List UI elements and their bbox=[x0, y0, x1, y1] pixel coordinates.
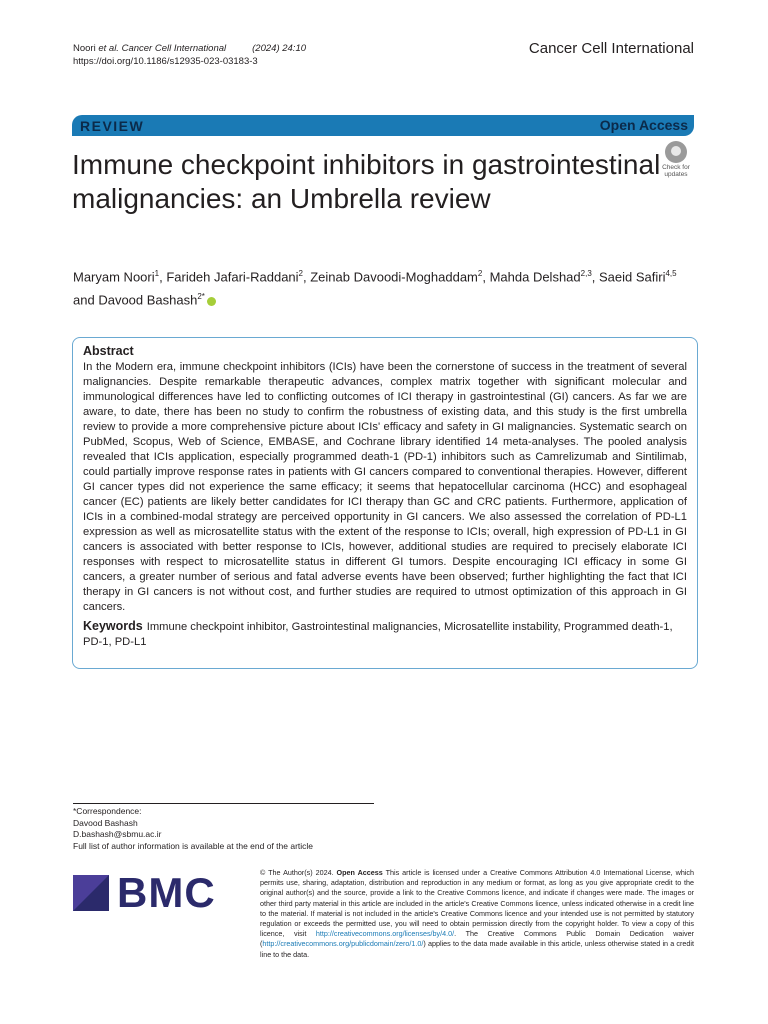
author-affiliation: 2,3 bbox=[580, 269, 592, 278]
license-part-2: . The Creative Commons Public Domain Dedication waiver ( bbox=[260, 929, 694, 949]
badge-line-2: updates bbox=[664, 171, 688, 178]
journal-name: Cancer Cell International bbox=[528, 40, 694, 57]
citation-prefix: Noori bbox=[73, 43, 99, 54]
license-link-cc-by[interactable]: http://creativecommons.org/licenses/by/4.0/ bbox=[315, 929, 455, 939]
author-info-note: Full list of author information is available at the end of the article bbox=[73, 840, 314, 851]
badge-line-1: Check for bbox=[662, 164, 690, 171]
article-type-label: REVIEW bbox=[80, 118, 145, 134]
bmc-logo-text: BMC bbox=[117, 869, 216, 916]
orcid-icon[interactable] bbox=[207, 297, 216, 306]
check-for-updates-text bbox=[656, 164, 696, 178]
article-type-banner bbox=[72, 115, 694, 136]
author-list: Maryam Noori$^1$, Farideh Jafari-Raddani$^2$, Zeinab Davoodi-Moghaddam$^2$, Mahda Delshad$^{2,3}$, Saeid Safiri$^{4,5}$ and Davood Bashash$^{2*}$ bbox=[73, 269, 677, 308]
citation-year: (2024) 24:10 bbox=[252, 43, 307, 54]
author-affiliation: 1 bbox=[154, 269, 160, 278]
license-link-cc-zero[interactable]: http://creativecommons.org/publicdomain/zero/1.0/ bbox=[262, 939, 424, 949]
correspondence-label: *Correspondence: bbox=[73, 806, 142, 816]
correspondence-email[interactable]: D.bashash@sbmu.ac.ir bbox=[73, 829, 162, 839]
article-title: Immune checkpoint inhibitors in gastrointestinal malignancies: an Umbrella review bbox=[72, 149, 661, 214]
author-name: Davood Bashash bbox=[98, 292, 198, 308]
bmc-logo-mark bbox=[73, 875, 109, 911]
license-open-access: Open Access bbox=[336, 868, 383, 877]
correspondence-footnote bbox=[73, 806, 313, 852]
check-for-updates-icon bbox=[665, 141, 687, 163]
author-name: Zeinab Davoodi-Moghaddam bbox=[310, 269, 478, 285]
license-lead: © The Author(s) 2024. bbox=[260, 868, 337, 877]
correspondence-name: Davood Bashash bbox=[73, 817, 138, 828]
license-part-1: This article is licensed under a Creative Commons Attribution 4.0 International License, which permits use, sharing, adaptation, distribution and reproduction in any medium or format, as long as you give appropriate credit to the original author(s) and the source, provide a link to the Creative Commons licence, and indicate if changes were made. The images or other third party material in this article are included in the article's Creative Commons licence, unless indicated otherwise in a credit line to the material. If material is not included in the article's Creative Commons licence and your intended use is not permitted by statutory regulation or exceeds the permitted use, you will need to obtain permission directly from the copyright holder. To view a copy of this licence, visit bbox=[260, 868, 695, 939]
keywords-text: Immune checkpoint inhibitor, Gastrointestinal malignancies, Microsatellite instability, Programmed death-1, PD-1, PD-L1 bbox=[83, 621, 673, 648]
running-header-left bbox=[73, 42, 306, 68]
author-name: Mahda Delshad bbox=[489, 269, 581, 285]
footnote-divider bbox=[73, 803, 374, 804]
abstract-heading: Abstract bbox=[83, 344, 134, 358]
check-for-updates-badge[interactable] bbox=[656, 141, 696, 181]
citation-etal: et al. Cancer Cell International bbox=[98, 43, 227, 54]
open-access-label: Open Access bbox=[599, 117, 688, 133]
bmc-logo bbox=[73, 871, 218, 915]
author-name: Farideh Jafari-Raddani bbox=[166, 269, 299, 285]
author-name: Saeid Safiri bbox=[599, 269, 666, 285]
author-affiliation: 2 bbox=[477, 269, 483, 278]
citation-line bbox=[73, 42, 306, 55]
author-name: Maryam Noori bbox=[73, 269, 155, 285]
author-affiliation: 4,5 bbox=[665, 269, 677, 278]
license-part-3: ) applies to the data made available in this article, unless otherwise stated in a credit line to the data. bbox=[260, 939, 694, 959]
author-affiliation: 2* bbox=[197, 292, 205, 302]
abstract-box bbox=[72, 337, 698, 669]
keywords bbox=[83, 619, 687, 650]
authors-and: and bbox=[73, 292, 95, 308]
author-affiliation: 2 bbox=[298, 269, 303, 278]
license-statement bbox=[260, 868, 694, 960]
doi-link[interactable]: https://doi.org/10.1186/s12935-023-03183-3 bbox=[73, 56, 258, 67]
keywords-label: Keywords bbox=[83, 619, 143, 633]
abstract-text: In the Modern era, immune checkpoint inhibitors (ICIs) have been the cornerstone of success in the treatment of several malignancies. Despite remarkable therapeutic advances, complex matrix together with significant molecular and immunological differences have led to conflicting outcomes of ICI therapy in gastrointestinal (GI) cancers. As far we are aware, to date, there has been no study to confirm the robustness of existing data, and this study is the first umbrella review to provide a more comprehensive picture about ICIs' efficacy and safety in GI malignancies. Systematic search on PubMed, Scopus, Web of Science, EMBASE, and Cochrane library identified 14 meta-analyses. The pooled analysis revealed that ICIs application, especially programmed death-1 (PD-1) inhibitors such as Camrelizumab and Sintilimab, could partially improve response rates in patients with GI cancers compared to conventional therapies. However, different GI cancer types did not experience the same efficacy; it seems that hepatocellular carcinoma (HCC) and esophageal cancer (EC) patients are likely better candidates for ICI therapy than GC and CRC patients. Furthermore, application of ICIs in a combined-modal strategy are perceived opportunity in GI cancers. We also assessed the correlation of PD-L1 expression as well as microsatellite status with the extent of the response to ICIs; overall, high expression of PD-L1 in GI cancers is associated with better response to ICIs, however, additional studies are required to precisely elaborate ICI responses with respect to microsatellite status in different GI tumors. Despite encouraging ICI efficacy in some GI cancers, a greater number of serious and fatal adverse events have been observed; further highlighting the fact that ICI therapy in GI cancers is not without cost, and further studies are required to utmost optimization of this approach in GI cancers. bbox=[83, 361, 687, 613]
